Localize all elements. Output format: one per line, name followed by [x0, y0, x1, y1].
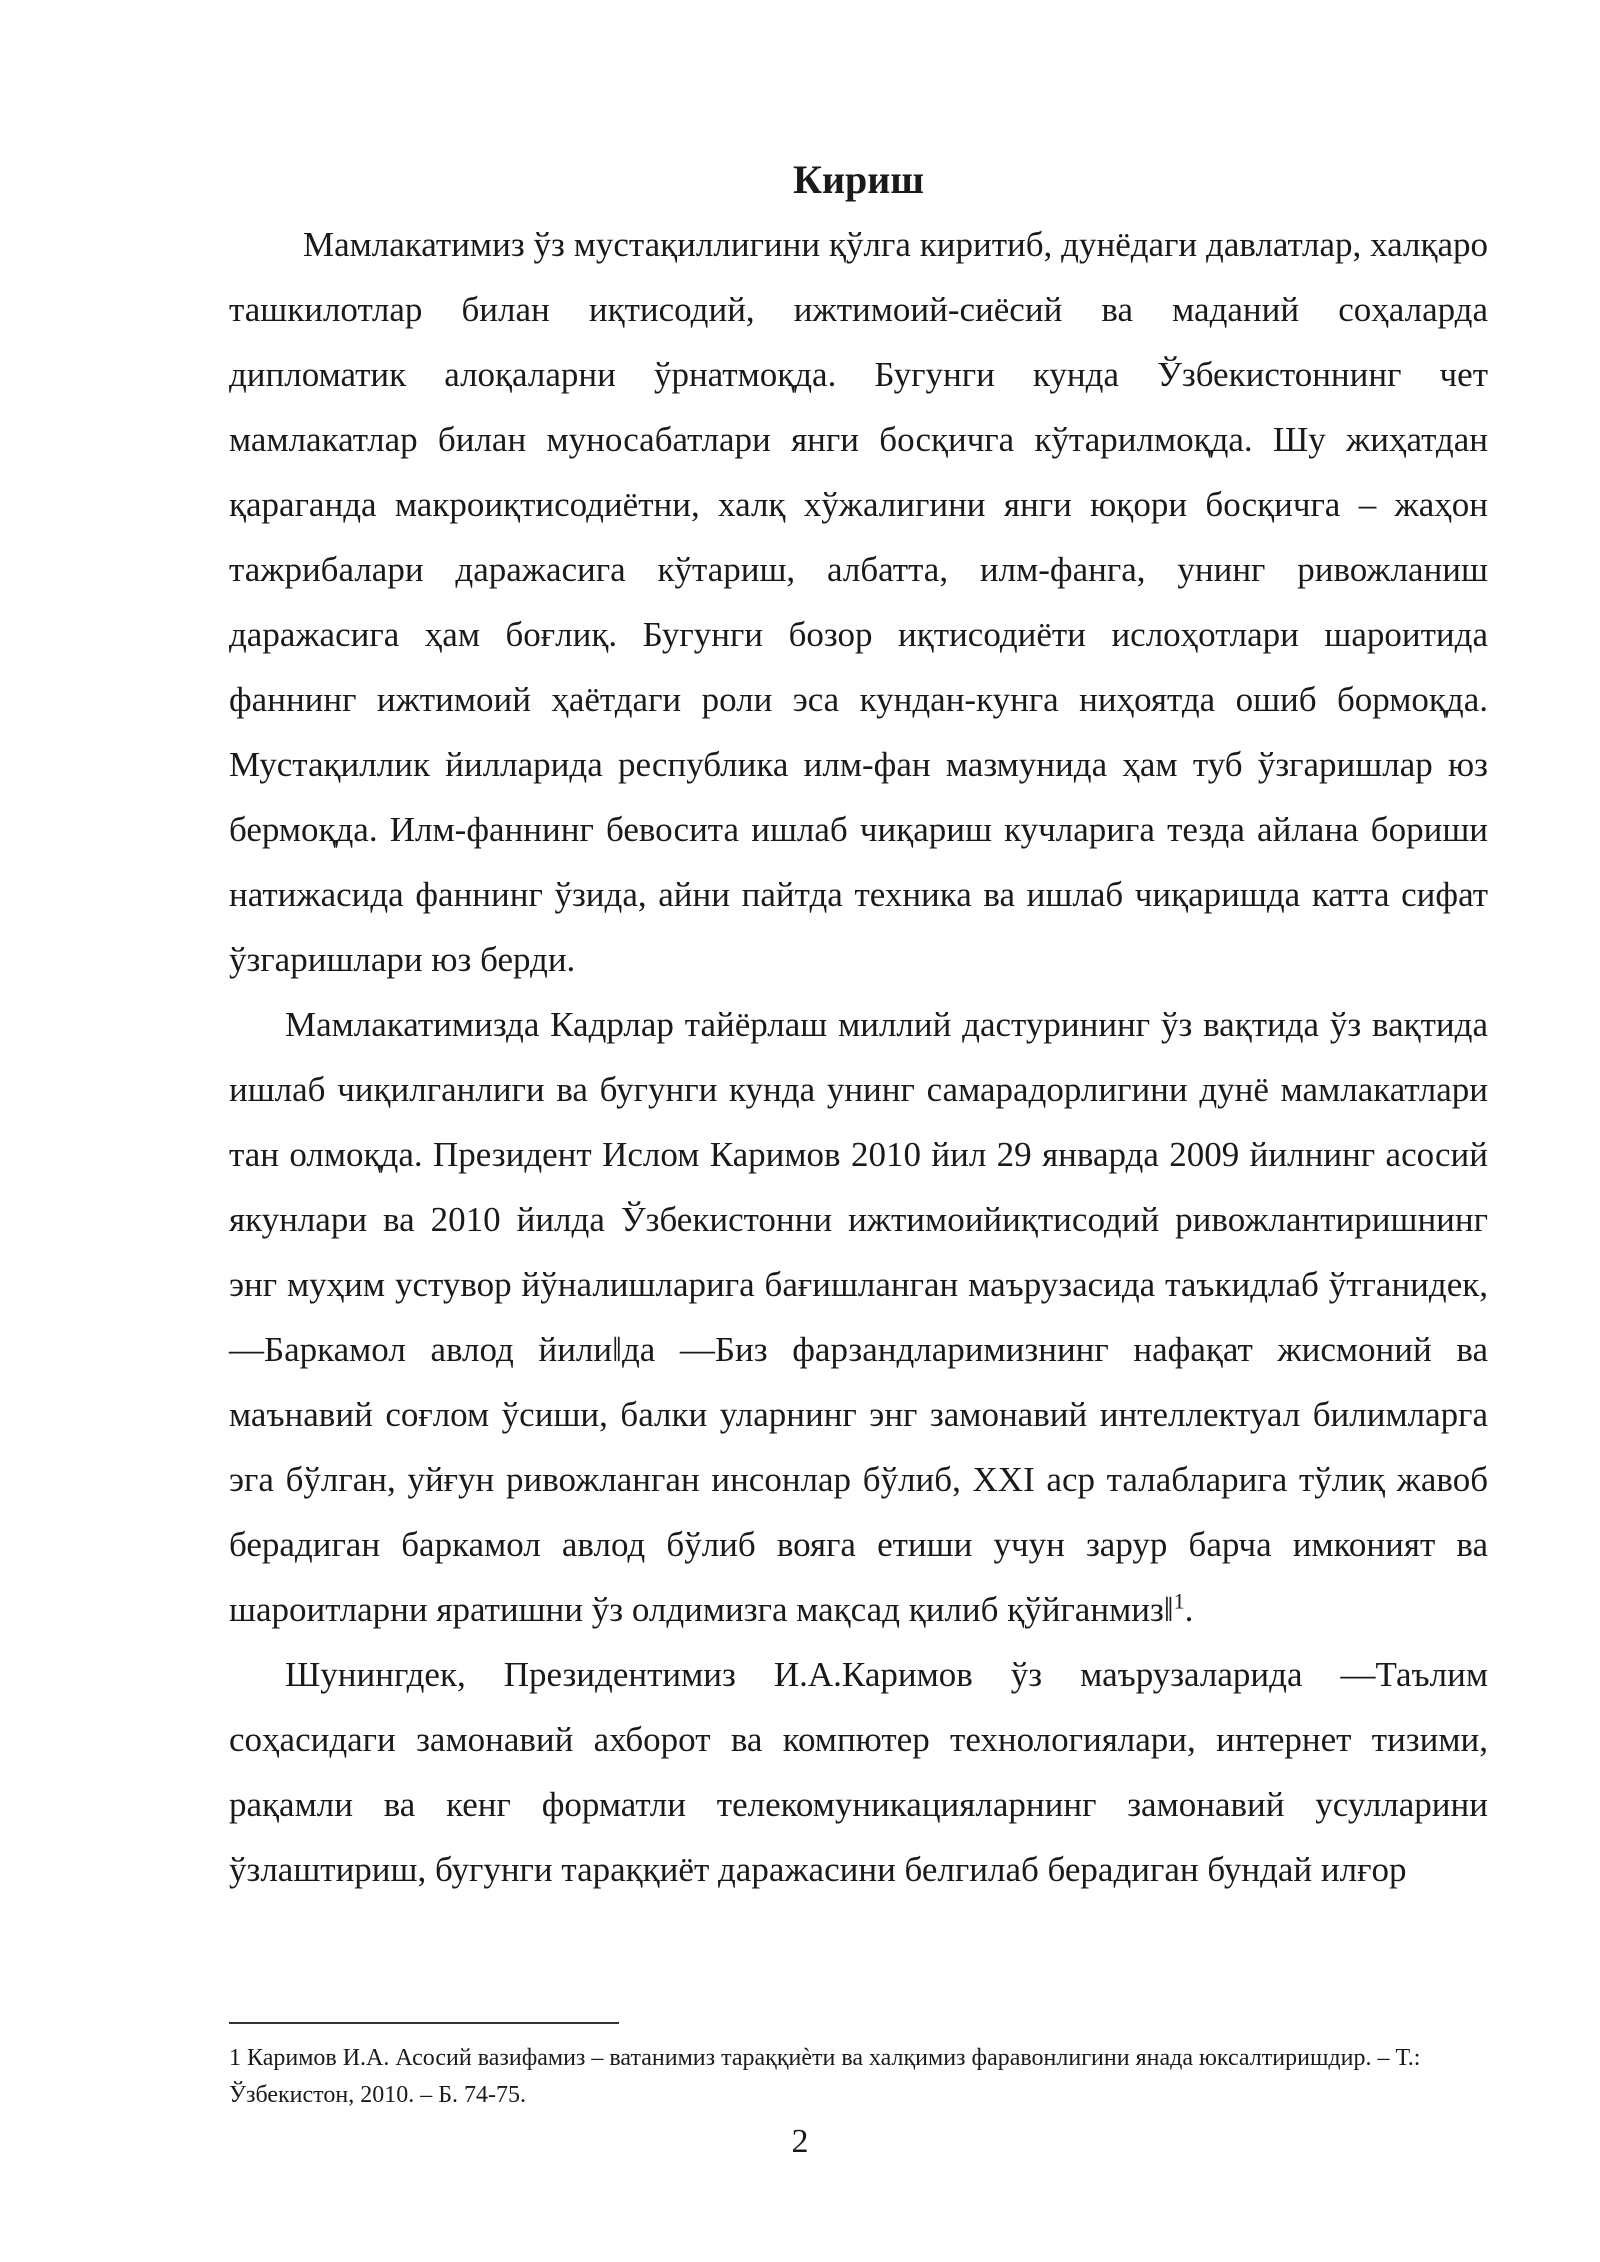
paragraph-1: Мамлакатимиз ўз мустақиллигини қўлга киритиб, дунёдаги давлатлар, халқаро ташкилотлар билан иқтисодий, ижтимоий-сиёсий ва маданий соҳаларда дипломатик алоқаларни ўрнатмоқда. Бугунги кунда Ўзбекистоннинг чет мамлакатлар билан муносабатлари янги босқичга кўтарилмоқда. Шу жиҳатдан қараганда макроиқтисодиётни, халқ хўжалигини янги юқори босқичга – жаҳон тажрибалари даражасига кўтариш, албатта, илм-фанга, унинг ривожланиш даражасига ҳам боғлиқ. Бугунги бозор иқтисодиёти ислоҳотлари шароитида фаннинг ижтимоий ҳаётдаги роли эса кундан-кунга ниҳоятда ошиб бормоқда. Мустақиллик йилларида республика илм-фан мазмунида ҳам туб ўзгаришлар юз бермоқда. Илм-фаннинг бевосита ишлаб чиқариш кучларига тезда айлана бориши натижасида фаннинг ўзида, айни пайтда техника ва ишлаб чиқаришда катта сифат ўзгаришлари юз берди. [229, 225, 1488, 979]
paragraph-2-text: Мамлакатимизда Кадрлар тайёрлаш миллий дастурининг ўз вақтида ўз вақтида ишлаб чиқилганлиги ва бугунги кунда унинг самарадорлигини дунё мамлакатлари тан олмоқда. Президент Ислом Каримов 2010 йил 29 январда 2009 йилнинг асосий якунлари ва 2010 йилда Ўзбекистонни ижтимоийиқтисодий ривожлантиришнинг энг муҳим устувор йўналишларига бағишланган маърузасида таъкидлаб ўтганидек, ―Баркамол авлод йили‖да ―Биз фарзандларимизнинг нафақат жисмоний ва маънавий соғлом ўсиши, балки уларнинг энг замонавий интеллектуал билимларга эга бўлган, уйғун ривожланган инсонлар бўлиб, XXI аср талабларига тўлиқ жавоб берадиган баркамол авлод бўлиб вояга етиши учун зарур барча имконият ва шароитларни яратишни ўз олдимизга мақсад қилиб қўйганмиз‖ [229, 1005, 1488, 1629]
paragraph-2-end: . [1184, 1590, 1194, 1629]
paragraph-2 [229, 992, 1488, 1642]
page-number: 2 [791, 2123, 809, 2160]
section-title: Кириш [792, 157, 925, 202]
footnote-separator [229, 2022, 619, 2024]
footnote-reference: 1 [1173, 1588, 1185, 1614]
footnote: 1 Каримов И.А. Асосий вазифамиз – ватанимиз тараққиѐти ва халқимиз фаравонлигини янада юксалтиришдир. – Т.: Ўзбекистон, 2010. – Б. 74-75. [229, 2045, 1421, 2108]
paragraph-3: Шунингдек, Президентимиз И.А.Каримов ўз маърузаларида ―Таълим соҳасидаги замонавий ахборот ва компютер технологиялари, интернет тизими, рақамли ва кенг форматли телекомуникацияларнинг замонавий усулларини ўзлаштириш, бугунги тараққиёт даражасини белгилаб берадиган бундай илғор [229, 1655, 1488, 1889]
document-body [229, 148, 1488, 1902]
